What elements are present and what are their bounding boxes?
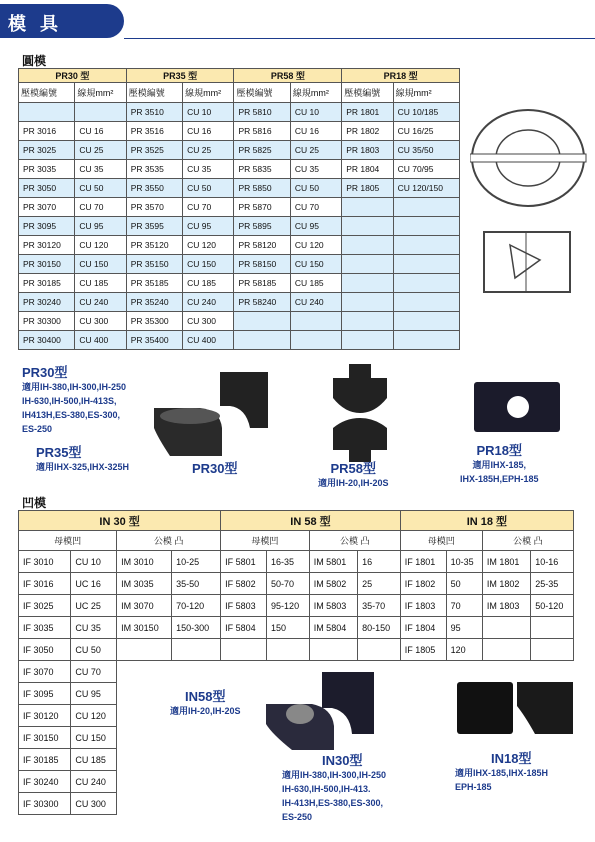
col-header: 線規mm² xyxy=(75,83,126,103)
pr58-line: 適用IH-20,IH-20S xyxy=(318,478,389,488)
table-cell: 70-120 xyxy=(172,595,221,617)
table-cell: CU 50 xyxy=(290,179,341,198)
pr58-die-image xyxy=(325,358,395,468)
table-cell xyxy=(400,661,446,683)
pr18-caption xyxy=(460,444,539,486)
table-cell: CU 50 xyxy=(71,639,117,661)
table-cell xyxy=(221,661,267,683)
table-cell xyxy=(117,771,172,793)
table-cell xyxy=(393,274,459,293)
table-row xyxy=(19,255,460,274)
table-row xyxy=(19,331,460,350)
table-cell xyxy=(75,103,126,122)
table-cell: CU 120 xyxy=(290,236,341,255)
table-cell: IM 3035 xyxy=(117,573,172,595)
table-cell: CU 150 xyxy=(71,727,117,749)
table-cell: IF 1801 xyxy=(400,551,446,573)
table-cell xyxy=(393,236,459,255)
pr18-line: IHX-185H,EPH-185 xyxy=(460,474,539,484)
table-cell: CU 300 xyxy=(183,312,234,331)
table-cell: PR 3095 xyxy=(19,217,75,236)
table-cell: PR 1805 xyxy=(342,179,393,198)
col-header: 公模 凸 xyxy=(309,531,400,551)
table-cell: CU 400 xyxy=(183,331,234,350)
table-cell: 10-35 xyxy=(446,551,482,573)
group-header: IN 18 型 xyxy=(400,511,573,531)
table-cell xyxy=(117,705,172,727)
table-cell: PR 30150 xyxy=(19,255,75,274)
table-cell: PR 1803 xyxy=(342,141,393,160)
table-cell xyxy=(267,639,310,661)
in18-line: EPH-185 xyxy=(455,782,492,792)
table-cell: 10-25 xyxy=(172,551,221,573)
pr18-title: PR18型 xyxy=(476,443,523,458)
table-cell xyxy=(221,793,267,815)
table-cell: IF 3070 xyxy=(19,661,71,683)
table-cell xyxy=(117,793,172,815)
in58-caption xyxy=(170,690,241,718)
table-cell xyxy=(531,617,574,639)
table-cell: IF 3050 xyxy=(19,639,71,661)
table-cell xyxy=(221,749,267,771)
table-cell: IM 3010 xyxy=(117,551,172,573)
group-header: PR18 型 xyxy=(342,69,460,83)
table-cell: CU 95 xyxy=(183,217,234,236)
table-cell: CU 120/150 xyxy=(393,179,459,198)
table-cell xyxy=(117,683,172,705)
table-cell: PR 30300 xyxy=(19,312,75,331)
table-cell: CU 35 xyxy=(75,160,126,179)
table-cell: PR 5835 xyxy=(234,160,290,179)
table-cell: CU 10 xyxy=(71,551,117,573)
table-cell: IF 5804 xyxy=(221,617,267,639)
table-row xyxy=(19,236,460,255)
table-cell: CU 35 xyxy=(71,617,117,639)
table-cell: 25 xyxy=(358,573,401,595)
table-cell: PR 5895 xyxy=(234,217,290,236)
table-cell: CU 120 xyxy=(71,705,117,727)
table-cell: CU 240 xyxy=(183,293,234,312)
pr30-line: ES-250 xyxy=(22,424,53,434)
table-cell: PR 30185 xyxy=(19,274,75,293)
table-cell: CU 185 xyxy=(71,749,117,771)
table-cell: CU 150 xyxy=(290,255,341,274)
in18-caption xyxy=(455,752,548,794)
pr30-line: IH-630,IH-500,IH-413S, xyxy=(22,396,117,406)
group-header: PR35 型 xyxy=(126,69,234,83)
table-row xyxy=(19,312,460,331)
table-cell: PR 3525 xyxy=(126,141,182,160)
table-cell: IF 30185 xyxy=(19,749,71,771)
table-cell: CU 185 xyxy=(75,274,126,293)
table-cell: IF 3025 xyxy=(19,595,71,617)
table-cell: IF 1805 xyxy=(400,639,446,661)
table-cell: PR 3535 xyxy=(126,160,182,179)
table-cell: CU 300 xyxy=(71,793,117,815)
table-cell xyxy=(400,771,446,793)
table-cell xyxy=(172,771,221,793)
table-row xyxy=(19,617,574,639)
table-cell xyxy=(393,198,459,217)
table-cell: 25-35 xyxy=(531,573,574,595)
table-row xyxy=(19,160,460,179)
table-cell xyxy=(400,749,446,771)
in30-line: ES-250 xyxy=(282,812,313,822)
col-header: 線規mm² xyxy=(183,83,234,103)
table-cell xyxy=(482,639,530,661)
table-cell: PR 3070 xyxy=(19,198,75,217)
table-cell: 35-70 xyxy=(358,595,401,617)
table-cell xyxy=(117,639,172,661)
table-cell: IM 1801 xyxy=(482,551,530,573)
table-cell: 150 xyxy=(267,617,310,639)
table-cell: PR 1804 xyxy=(342,160,393,179)
pr18-die-image xyxy=(472,378,562,436)
in18-line: 適用IHX-185,IHX-185H xyxy=(455,768,549,778)
table-cell: 70 xyxy=(446,595,482,617)
table-cell: CU 120 xyxy=(75,236,126,255)
table-cell xyxy=(400,727,446,749)
pr35-title: PR35型 xyxy=(36,445,82,460)
in58-line: 適用IH-20,IH-20S xyxy=(170,706,241,716)
col-header: 母模凹 xyxy=(400,531,482,551)
in58-title: IN58型 xyxy=(185,689,226,704)
table-cell xyxy=(393,217,459,236)
table-cell: CU 16 xyxy=(183,122,234,141)
table-cell: IF 30120 xyxy=(19,705,71,727)
table-cell: 150-300 xyxy=(172,617,221,639)
table-cell: IM 1802 xyxy=(482,573,530,595)
col-header: 線規mm² xyxy=(393,83,459,103)
table-cell xyxy=(221,771,267,793)
table-cell: CU 185 xyxy=(290,274,341,293)
pr58-title: PR58型 xyxy=(330,461,377,476)
table-cell xyxy=(342,293,393,312)
table-row xyxy=(19,293,460,312)
table-cell: IM 5804 xyxy=(309,617,357,639)
round-die-table xyxy=(18,68,460,350)
table-cell xyxy=(234,331,290,350)
table-cell: CU 10 xyxy=(183,103,234,122)
table-cell xyxy=(393,312,459,331)
table-row xyxy=(19,274,460,293)
table-cell xyxy=(117,727,172,749)
table-cell xyxy=(342,312,393,331)
table-cell: PR 58185 xyxy=(234,274,290,293)
table-cell: PR 5810 xyxy=(234,103,290,122)
pr35-caption xyxy=(36,446,129,474)
table-cell: PR 5825 xyxy=(234,141,290,160)
in30-line: IH-630,IH-500,IH-413. xyxy=(282,784,371,794)
section-title-concave: 凹模 xyxy=(22,496,47,510)
table-cell: PR 3035 xyxy=(19,160,75,179)
table-cell: PR 35185 xyxy=(126,274,182,293)
col-header: 壓模編號 xyxy=(19,83,75,103)
table-cell: CU 16/25 xyxy=(393,122,459,141)
table-cell: CU 10 xyxy=(290,103,341,122)
group-header: PR30 型 xyxy=(19,69,127,83)
table-cell: CU 70 xyxy=(75,198,126,217)
table-cell: CU 120 xyxy=(183,236,234,255)
table-cell: IM 5802 xyxy=(309,573,357,595)
table-cell: 50 xyxy=(446,573,482,595)
table-row xyxy=(19,103,460,122)
table-cell xyxy=(482,617,530,639)
table-cell xyxy=(342,274,393,293)
table-cell: PR 58240 xyxy=(234,293,290,312)
table-cell: IF 3010 xyxy=(19,551,71,573)
table-cell: PR 1801 xyxy=(342,103,393,122)
table-cell: PR 35240 xyxy=(126,293,182,312)
table-cell: 16-35 xyxy=(267,551,310,573)
table-cell xyxy=(172,793,221,815)
col-header: 母模凹 xyxy=(221,531,310,551)
in30-line: IH-413H,ES-380,ES-300, xyxy=(282,798,384,808)
table-cell xyxy=(342,236,393,255)
table-cell xyxy=(446,793,482,815)
table-cell xyxy=(531,793,574,815)
in30-caption xyxy=(282,754,386,824)
table-cell: PR 3016 xyxy=(19,122,75,141)
header-rule xyxy=(124,38,595,39)
table-cell: PR 30120 xyxy=(19,236,75,255)
table-cell: CU 150 xyxy=(183,255,234,274)
table-cell: CU 25 xyxy=(290,141,341,160)
table-cell: CU 35/50 xyxy=(393,141,459,160)
table-cell: PR 3050 xyxy=(19,179,75,198)
table-cell: PR 58120 xyxy=(234,236,290,255)
table-cell xyxy=(117,661,172,683)
table-cell: PR 30400 xyxy=(19,331,75,350)
in30-title: IN30型 xyxy=(322,753,363,768)
table-cell: CU 95 xyxy=(75,217,126,236)
col-header: 公模 凸 xyxy=(482,531,573,551)
col-header: 母模凹 xyxy=(19,531,117,551)
table-cell xyxy=(117,749,172,771)
table-cell: IM 30150 xyxy=(117,617,172,639)
col-header: 線規mm² xyxy=(290,83,341,103)
table-cell: CU 150 xyxy=(75,255,126,274)
table-cell: CU 16 xyxy=(290,122,341,141)
table-cell: CU 400 xyxy=(75,331,126,350)
table-cell xyxy=(531,639,574,661)
table-cell xyxy=(172,661,221,683)
group-header: PR58 型 xyxy=(234,69,342,83)
table-cell: CU 185 xyxy=(183,274,234,293)
table-cell xyxy=(400,683,446,705)
table-cell: PR 5816 xyxy=(234,122,290,141)
col-header: 公模 凸 xyxy=(117,531,221,551)
table-cell: CU 70 xyxy=(183,198,234,217)
table-cell: PR 1802 xyxy=(342,122,393,141)
table-cell: PR 3550 xyxy=(126,179,182,198)
table-cell: 50-120 xyxy=(531,595,574,617)
table-cell xyxy=(234,312,290,331)
table-row xyxy=(19,551,574,573)
pr18-diagram xyxy=(470,100,590,300)
table-cell: CU 240 xyxy=(71,771,117,793)
table-cell: IF 5801 xyxy=(221,551,267,573)
table-cell xyxy=(221,727,267,749)
in30-die-image xyxy=(262,664,377,754)
table-cell: CU 70 xyxy=(290,198,341,217)
table-cell: PR 3570 xyxy=(126,198,182,217)
table-row xyxy=(19,573,574,595)
pr30-caption xyxy=(22,366,126,436)
table-cell xyxy=(393,331,459,350)
table-row xyxy=(19,122,460,141)
table-cell xyxy=(400,793,446,815)
table-cell xyxy=(309,639,357,661)
table-cell: IF 3035 xyxy=(19,617,71,639)
table-cell xyxy=(19,103,75,122)
table-cell: IF 30150 xyxy=(19,727,71,749)
table-cell: IF 3095 xyxy=(19,683,71,705)
table-cell: CU 35 xyxy=(290,160,341,179)
table-cell xyxy=(342,255,393,274)
table-cell: CU 16 xyxy=(75,122,126,141)
pr35-line: 適用IHX-325,IHX-325H xyxy=(36,462,130,472)
table-cell: 16 xyxy=(358,551,401,573)
table-cell: CU 70/95 xyxy=(393,160,459,179)
table-cell: CU 240 xyxy=(290,293,341,312)
table-cell: 50-70 xyxy=(267,573,310,595)
table-cell: IM 1803 xyxy=(482,595,530,617)
table-cell xyxy=(393,293,459,312)
table-cell: 120 xyxy=(446,639,482,661)
pr30-title: PR30型 xyxy=(22,365,68,380)
table-row xyxy=(19,141,460,160)
table-cell xyxy=(342,217,393,236)
table-cell: IF 30240 xyxy=(19,771,71,793)
table-cell: PR 30240 xyxy=(19,293,75,312)
table-cell xyxy=(342,198,393,217)
table-cell: CU 70 xyxy=(71,661,117,683)
table-cell: IM 3070 xyxy=(117,595,172,617)
table-row xyxy=(19,595,574,617)
pr30-die-image xyxy=(150,368,270,458)
table-cell: CU 50 xyxy=(183,179,234,198)
pr30-line: IH413H,ES-380,ES-300, xyxy=(22,410,121,420)
table-cell: PR 3516 xyxy=(126,122,182,141)
col-header: 壓模編號 xyxy=(342,83,393,103)
table-cell: IF 30300 xyxy=(19,793,71,815)
table-cell: IM 5801 xyxy=(309,551,357,573)
table-cell: CU 95 xyxy=(71,683,117,705)
table-cell: PR 58150 xyxy=(234,255,290,274)
col-header: 壓模編號 xyxy=(234,83,290,103)
table-cell: PR 35300 xyxy=(126,312,182,331)
table-row xyxy=(19,179,460,198)
table-cell xyxy=(342,331,393,350)
pr18-line: 適用IHX-185, xyxy=(472,460,527,470)
col-header: 壓模編號 xyxy=(126,83,182,103)
table-cell: IF 1803 xyxy=(400,595,446,617)
table-cell xyxy=(358,639,401,661)
table-cell: UC 16 xyxy=(71,573,117,595)
table-cell: CU 25 xyxy=(75,141,126,160)
table-cell xyxy=(172,749,221,771)
table-cell: PR 35400 xyxy=(126,331,182,350)
table-cell: 80-150 xyxy=(358,617,401,639)
table-cell: 95-120 xyxy=(267,595,310,617)
table-cell: PR 5870 xyxy=(234,198,290,217)
page-header: 模具 xyxy=(0,4,124,38)
table-cell: PR 3025 xyxy=(19,141,75,160)
table-cell: 10-16 xyxy=(531,551,574,573)
table-cell: IF 5803 xyxy=(221,595,267,617)
table-cell xyxy=(221,639,267,661)
table-cell: PR 35150 xyxy=(126,255,182,274)
table-cell: CU 35 xyxy=(183,160,234,179)
table-cell: CU 10/185 xyxy=(393,103,459,122)
section-title-round: 圓模 xyxy=(22,54,47,68)
table-cell: CU 95 xyxy=(290,217,341,236)
table-cell: PR 3595 xyxy=(126,217,182,236)
table-cell: CU 50 xyxy=(75,179,126,198)
table-row xyxy=(19,198,460,217)
table-cell: PR 5850 xyxy=(234,179,290,198)
pr30-img-caption xyxy=(192,462,238,476)
table-cell: 95 xyxy=(446,617,482,639)
in18-die-image xyxy=(455,676,575,738)
table-cell: CU 240 xyxy=(75,293,126,312)
in30-line: 適用IH-380,IH-300,IH-250 xyxy=(282,770,387,780)
table-cell xyxy=(290,331,341,350)
group-header: IN 30 型 xyxy=(19,511,221,531)
table-cell xyxy=(172,727,221,749)
table-cell: IM 5803 xyxy=(309,595,357,617)
table-cell xyxy=(393,255,459,274)
in18-title: IN18型 xyxy=(491,751,532,766)
table-cell: IF 3016 xyxy=(19,573,71,595)
table-cell: IF 5802 xyxy=(221,573,267,595)
table-cell: PR 35120 xyxy=(126,236,182,255)
table-cell xyxy=(400,705,446,727)
table-cell: CU 25 xyxy=(183,141,234,160)
table-cell xyxy=(172,639,221,661)
table-cell xyxy=(482,793,530,815)
group-header: IN 58 型 xyxy=(221,511,401,531)
table-cell: UC 25 xyxy=(71,595,117,617)
table-cell: IF 1802 xyxy=(400,573,446,595)
table-cell: PR 3510 xyxy=(126,103,182,122)
table-cell xyxy=(290,312,341,331)
table-cell: IF 1804 xyxy=(400,617,446,639)
table-row xyxy=(19,217,460,236)
pr58-caption xyxy=(318,462,389,490)
table-cell: CU 300 xyxy=(75,312,126,331)
pr30-img-title: PR30型 xyxy=(192,461,238,476)
pr30-line: 適用IH-380,IH-300,IH-250 xyxy=(22,382,127,392)
table-row xyxy=(19,639,574,661)
table-cell: 35-50 xyxy=(172,573,221,595)
